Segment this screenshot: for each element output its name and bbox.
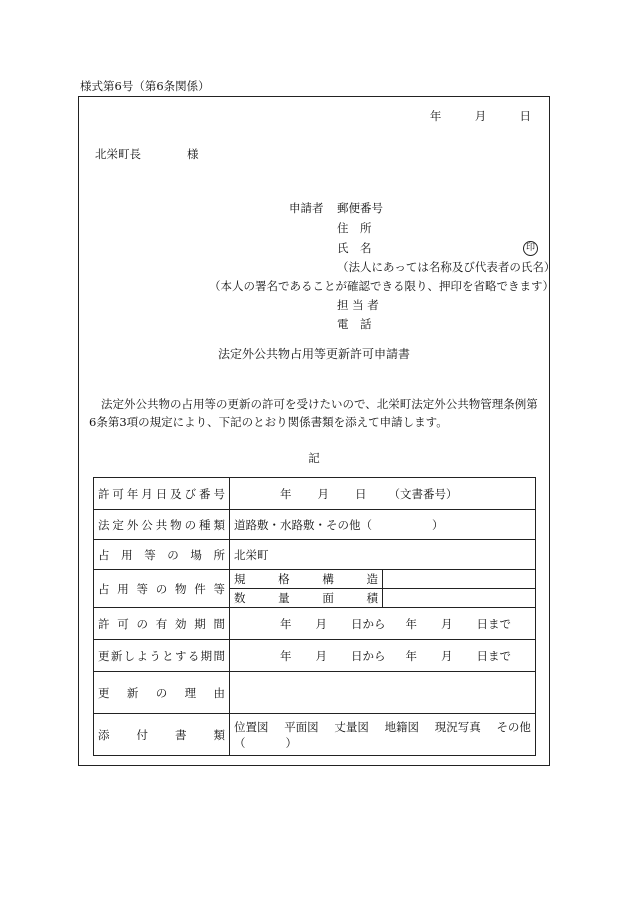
row-type (94, 510, 536, 540)
renew-period-label: 更新しようとする期間 (94, 640, 230, 672)
addressee-honorific: 様 (187, 147, 199, 161)
corporate-note: （法人にあっては名称及び代表者の氏名） (337, 260, 556, 274)
attachment-item: 現況写真 (434, 719, 481, 734)
attachment-item: 丈量図 (334, 719, 369, 734)
attachment-item: 位置図 (234, 719, 269, 734)
addressee-office: 北栄町長 (95, 147, 141, 161)
details-table (93, 477, 536, 756)
date-month: 月 (474, 109, 487, 123)
application-form (78, 96, 556, 766)
row-location (94, 540, 536, 570)
body-text: 法定外公共物の占用等の更新の許可を受けたいので、北栄町法定外公共物管理条例第6条第3項の規定により、下記のとおり関係書類を添えて申請します。 (89, 397, 538, 429)
phone-label: 電 話 (337, 317, 372, 331)
objects-quantity-value (383, 589, 536, 608)
attachment-item: 地籍図 (384, 719, 420, 734)
ki-heading: 記 (308, 451, 320, 465)
row-reason (94, 672, 536, 714)
attachments-value (230, 714, 536, 756)
postal-code-label: 郵便番号 (337, 201, 383, 215)
row-valid-period (94, 608, 536, 640)
row-attachments (94, 714, 536, 756)
permit-date-label: 許可年月日及び番号 (94, 478, 230, 510)
reason-value (230, 672, 536, 714)
objects-sub-structure: 規格構造 (230, 570, 383, 589)
document-title: 法定外公共物占用等更新許可申請書 (217, 347, 410, 361)
attachments-other-blank: （ ） (234, 735, 297, 750)
valid-period-label: 許可の有効期間 (94, 608, 230, 640)
renew-period-value: 年 月 日から 年 月 日まで (230, 640, 536, 672)
attachment-item: 平面図 (284, 719, 319, 734)
objects-structure-value (383, 570, 536, 589)
contact-person-label: 担 当 者 (337, 298, 379, 312)
attachments-list (234, 719, 531, 735)
type-label: 法定外公共物の種類 (94, 510, 230, 540)
date-year: 年 (429, 109, 442, 123)
objects-sub-quantity: 数量面積 (230, 589, 383, 608)
attachment-item: その他 (496, 719, 531, 734)
permit-date-value: 年 月 日 （文書番号） (230, 478, 536, 510)
attachments-label: 添付書類 (94, 714, 230, 756)
reason-label: 更新の理由 (94, 672, 230, 714)
date-line (430, 108, 531, 124)
signature-note: （本人の署名であることが確認できる限り、押印を省略できます） (209, 279, 554, 293)
applicant-heading: 申請者 (289, 201, 324, 215)
name-label: 氏 名 (337, 241, 372, 255)
row-permit-date (94, 478, 536, 510)
location-label: 占用等の場所 (94, 540, 230, 570)
type-value: 道路敷・水路敷・その他（ ） (230, 510, 536, 540)
objects-label: 占用等の物件等 (94, 570, 230, 608)
seal-mark-glyph: 印 (523, 241, 538, 256)
date-day: 日 (519, 109, 531, 123)
form-number: 様式第6号（第6条関係） (80, 79, 210, 93)
seal-mark (523, 239, 538, 256)
address-label: 住 所 (337, 221, 372, 235)
valid-period-value: 年 月 日から 年 月 日まで (230, 608, 536, 640)
addressee (95, 146, 199, 162)
location-value: 北栄町 (230, 540, 536, 570)
row-objects-1 (94, 570, 536, 589)
row-renew-period (94, 640, 536, 672)
